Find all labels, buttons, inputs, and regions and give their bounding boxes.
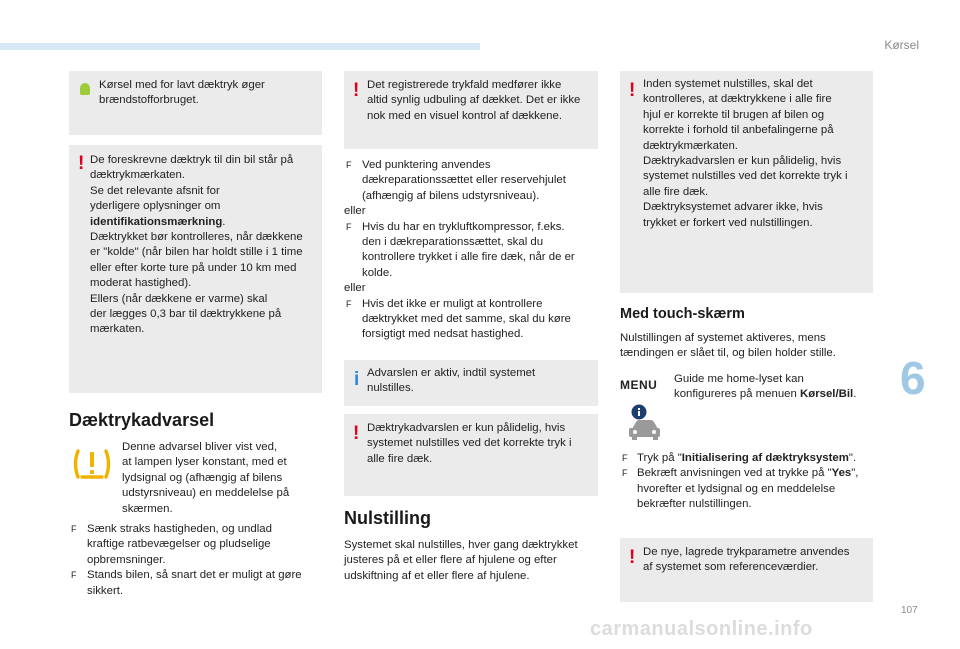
- list-line: dækreparationssættet eller reservehjulet: [362, 174, 566, 187]
- note-line: altid synlig udbuling af dækket. Det er ikke: [367, 94, 581, 107]
- eco-bulb-icon: [80, 83, 90, 95]
- para-line: tændingen er slået til, og bilen holder stille.: [620, 347, 836, 360]
- warning-desc-line: at lampen lyser konstant, med et: [122, 456, 287, 469]
- note-line: nok med en visuel kontrol af dækkene.: [367, 109, 563, 122]
- section-heading-touchscreen: Med touch-skærm: [620, 306, 745, 322]
- note-line: alle fire dæk.: [367, 452, 433, 465]
- warning-exclamation-icon: !: [353, 423, 360, 444]
- para-line: Nulstillingen af systemet aktiveres, mens: [620, 332, 826, 344]
- warning-desc-line: lydsignal og (afhængig af bilens: [122, 471, 283, 484]
- pressure-drop-note-box: [344, 71, 598, 149]
- note-line: Dæktrykadvarslen er kun pålidelig, hvis: [643, 155, 842, 168]
- info-icon: i: [354, 369, 360, 390]
- list-line: sikkert.: [87, 584, 124, 597]
- reliability-note-box: [344, 414, 598, 496]
- note-line: Ellers (når dækkene er varme) skal: [90, 292, 268, 305]
- warning-desc-line: skærmen.: [122, 502, 173, 515]
- note-line: moderat hastighed).: [90, 277, 192, 290]
- list-line: Stands bilen, så snart det er muligt at gøre: [87, 569, 302, 582]
- reference-note-box: [620, 538, 873, 602]
- page-number: 107: [901, 605, 918, 616]
- para-line: Systemet skal nulstilles, hver gang dæktrykket: [344, 539, 578, 551]
- chapter-title: Kørsel: [884, 38, 919, 52]
- guide-line: Guide me home-lyset kan: [674, 373, 804, 385]
- note-line: Det registrerede trykfald medfører ikke: [367, 79, 562, 91]
- step-option-text: Yes: [831, 467, 852, 480]
- eco-tip-box: [69, 71, 322, 135]
- step-option-text: Initialisering af dæktryksystem: [681, 452, 849, 464]
- note-line: Dæktrykket bør kontrolleres, når dækkene: [90, 231, 303, 244]
- section-heading-reset: Nulstilling: [344, 508, 431, 528]
- tyre-pressure-note-box: [69, 145, 322, 393]
- watermark: carmanualsonline.info: [590, 618, 813, 640]
- list-line: kraftige ratbevægelser og pludselige: [87, 538, 271, 551]
- para-line: udskiftning af et eller flere af hjulene.: [344, 569, 530, 582]
- guide-text: konfigureres på menuen: [674, 388, 801, 401]
- note-line: dæktrykmærkaten.: [643, 139, 738, 152]
- warning-desc-line: Denne advarsel bliver vist ved,: [122, 441, 278, 453]
- guide-line: [674, 387, 874, 402]
- chapter-tab-number: 6: [900, 352, 926, 404]
- or-text: eller: [344, 282, 366, 295]
- pre-reset-note-box: [620, 71, 873, 293]
- note-line: korrekte i forhold til anbefalingerne på: [643, 124, 834, 137]
- list-line: forsigtigt med nedsat hastighed.: [362, 328, 524, 341]
- para-line: justeres på et eller flere af hjulene og efter: [344, 554, 557, 567]
- note-line: Dæktrykadvarslen er kun pålidelig, hvis: [367, 422, 566, 434]
- note-line: yderligere oplysninger om: [90, 200, 221, 213]
- warning-exclamation-icon: !: [78, 153, 85, 174]
- note-line: dæktrykmærkaten.: [90, 169, 185, 182]
- arrow-bullet-icon: F: [622, 453, 628, 463]
- arrow-bullet-icon: F: [71, 524, 77, 534]
- step-text: ",: [851, 467, 859, 480]
- note-line: De foreskrevne dæktryk til din bil står på: [90, 154, 294, 166]
- guide-text: .: [853, 388, 857, 401]
- list-line: (afhængig af bilens udstyrsniveau).: [362, 189, 540, 202]
- list-line: opbremsninger.: [87, 553, 166, 566]
- eco-tip-line: brændstofforbruget.: [99, 94, 199, 107]
- step-line: [637, 466, 876, 481]
- or-text: eller: [344, 205, 366, 218]
- arrow-bullet-icon: F: [71, 570, 77, 581]
- warning-desc-line: udstyrsniveau) en meddelelse på: [122, 487, 290, 500]
- arrow-bullet-icon: F: [622, 468, 628, 479]
- arrow-bullet-icon: F: [346, 160, 352, 170]
- arrow-bullet-icon: F: [346, 298, 352, 309]
- info-note-box: [344, 360, 598, 406]
- warning-exclamation-icon: !: [353, 80, 360, 101]
- list-item: [344, 297, 600, 343]
- list-item: [620, 451, 876, 466]
- note-line: mærkaten.: [90, 323, 145, 336]
- list-line: dæktrykket med det samme, skal du køre: [362, 313, 571, 326]
- list-item: [344, 158, 600, 204]
- note-line: Se det relevante afsnit for: [90, 184, 220, 197]
- list-line: Hvis det ikke er muligt at kontrollere: [362, 297, 543, 310]
- list-line: Ved punktering anvendes: [362, 159, 491, 171]
- header-bar: [0, 43, 480, 50]
- list-line: kolde.: [362, 266, 393, 279]
- list-line: Sænk straks hastigheden, og undlad: [87, 523, 272, 535]
- list-item: [620, 466, 876, 512]
- step-line: bekræfter nulstillingen.: [637, 498, 752, 511]
- car-info-icon: [626, 403, 662, 443]
- section-heading-warning: Dæktrykadvarsel: [69, 410, 215, 430]
- note-line: kontrolleres, at dæktrykkene i alle fire: [643, 93, 832, 106]
- list-item: [69, 568, 322, 599]
- identification-link-text: identifikationsmærkning: [90, 215, 223, 228]
- note-line: systemet nulstilles ved det korrekte tryk i: [643, 170, 848, 183]
- menu-path-text: Kørsel/Bil: [800, 388, 854, 401]
- note-line-bold: identifikationsmærkning.: [90, 215, 226, 228]
- list-line: kontrollere trykket i alle fire dæk, når de er: [362, 251, 575, 264]
- list-item: [69, 522, 322, 568]
- menu-button-icon: MENU: [620, 378, 658, 392]
- note-line: trykket er forkert ved nulstillingen.: [643, 216, 813, 229]
- warning-exclamation-icon: !: [629, 547, 636, 568]
- note-line: der lægges 0,3 bar til dæktrykkene på: [90, 308, 282, 321]
- note-line: Inden systemet nulstilles, skal det: [643, 78, 813, 90]
- note-line: hjul er korrekte til brugen af bilen og: [643, 108, 825, 121]
- list-line: Hvis du har en trykluftkompressor, f.eks.: [362, 220, 565, 233]
- note-line: er "kolde" (når bilen har holdt stille i 1 time: [90, 246, 303, 259]
- note-line: Advarslen er aktiv, indtil systemet: [367, 367, 536, 379]
- note-line: nulstilles.: [367, 382, 414, 395]
- arrow-bullet-icon: F: [346, 221, 352, 232]
- note-line: eller efter korte ture på under 10 km med: [90, 261, 297, 274]
- note-line: alle fire dæk.: [643, 185, 709, 198]
- note-line: systemet nulstilles ved det korrekte tryk i: [367, 437, 572, 450]
- warning-exclamation-icon: !: [629, 80, 636, 101]
- note-line: De nye, lagrede trykparametre anvendes: [643, 546, 850, 558]
- list-item: [344, 220, 600, 282]
- step-text: Bekræft anvisningen ved at trykke på ": [637, 467, 832, 480]
- tyre-pressure-warning-icon: [72, 447, 112, 481]
- step-text: Tryk på ": [637, 452, 682, 464]
- note-line: Dæktryksystemet advarer ikke, hvis: [643, 201, 823, 214]
- note-line: af systemet som referenceværdier.: [643, 561, 819, 574]
- step-text: ".: [848, 452, 857, 464]
- list-line: den i dækreparationssættet, skal du: [362, 236, 544, 249]
- eco-tip-line: Kørsel med for lavt dæktryk øger: [99, 79, 265, 91]
- step-line: hvorefter et lydsignal og en meddelelse: [637, 482, 836, 495]
